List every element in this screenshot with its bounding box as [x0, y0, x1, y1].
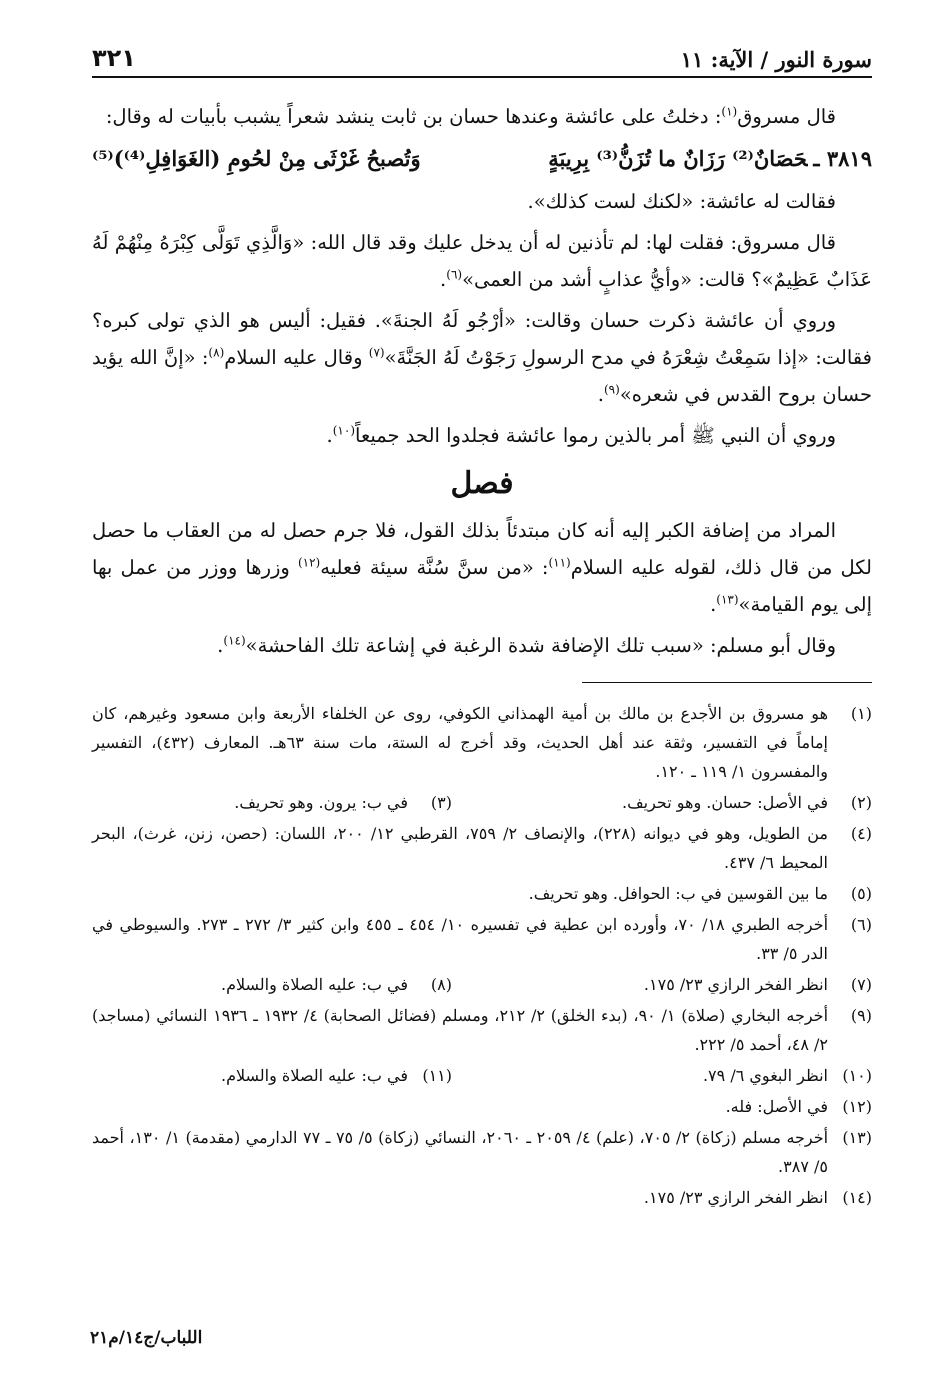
verse-right-hemistich: ٣٨١٩ ـحَصَانٌ⁽²⁾ رَزَانٌ ما تُزَنُّ⁽³⁾ بِرِيبَةٍ — [548, 146, 872, 171]
verse-number: ٣٨١٩ ـ — [813, 146, 872, 171]
footnote-ref[interactable]: (١) — [721, 104, 738, 119]
footnote-ref[interactable]: (٨) — [208, 345, 225, 360]
page-number: ٣٢١ — [92, 44, 136, 72]
footnote-item: (٧) انظر الفخر الرازي ٢٣/ ١٧٥. — [643, 975, 872, 994]
footnote-item: (٨) في ب: عليه الصلاة والسلام. — [220, 975, 452, 994]
verse-left-hemistich: وَتُصبحُ غَرْثَى مِنْ لحُومِ (الغَوَافِلِ⁽⁴⁾)⁽⁵⁾ — [92, 146, 421, 171]
footnote-row — [92, 788, 872, 819]
footnote-item: (١٠) انظر البغوي ٦/ ٧٩. — [702, 1066, 872, 1085]
footnote-item: (٣) في ب: يرون. وهو تحريف. — [234, 793, 452, 812]
paragraph-6: المراد من إضافة الكبر إليه أنه كان مبتدئاً بذلك القول، فلا جرم حصل له من العقاب ما حصل لكل من قال ذلك، لقوله عليه السلام$^{(١١)}$: «من سنَّ سُنَّة سيئة فعليه$^{(١٢)}$ وزرها ووزر من عمل بها إلى يوم القيامة»$^{(١٣)}$. — [92, 519, 872, 616]
footnote-ref[interactable]: (٩) — [603, 382, 620, 397]
footnote-ref[interactable]: (١١) — [548, 555, 571, 570]
footnote-item: (١) هو مسروق بن الأجدع بن مالك بن أمية الهمذاني الكوفي، روى عن الخلفاء الأربعة وابن مسعود وغيرهم، كان إماماً في التفسير، وثقة عند أهل الحديث، وقد أخرج له الستة، مات سنة ٦٣هـ. المعارف (٤٣٢)، التفسير والمفسرون ١/ ١١٩ ـ ١٢٠. — [92, 704, 872, 781]
footnote-item: (١٢) في الأصل: فله. — [725, 1097, 872, 1116]
surah-reference: سورة النور / الآية: ١١ — [680, 47, 872, 72]
paragraph-5: وروي أن النبي ﷺ أمر بالذين رموا عائشة فجلدوا الحد جميعاً$^{(١٠)}$. — [326, 423, 836, 447]
paragraph-2: فقالت له عائشة: «لكنك لست كذلك». — [527, 190, 836, 213]
footnote-ref[interactable]: (١٢) — [297, 555, 321, 570]
footnote-item: (١٤) انظر الفخر الرازي ٢٣/ ١٧٥. — [643, 1188, 872, 1207]
footnote-divider — [582, 682, 872, 683]
footnote-ref[interactable]: (١٠) — [332, 423, 355, 438]
section-title: فصل — [450, 466, 514, 501]
footnote-ref[interactable]: (٦) — [446, 267, 463, 282]
footnote-ref[interactable]: (١٣) — [716, 592, 739, 607]
page-header — [92, 38, 872, 78]
footnote-item: (١٣) أخرجه مسلم (زكاة) ٢/ ٧٠٥، (علم) ٤/ ٢٠٥٩ ـ ٢٠٦٠، النسائي (زكاة) ٥/ ٧٥ ـ ٧٧ الدارمي (مقدمة) ١/ ١٣٠، أحمد ٥/ ٣٨٧. — [92, 1128, 872, 1176]
paragraph-4: وروي أن عائشة ذكرت حسان وقالت: «أرْجُو لَهُ الجنةَ». فقيل: أليس هو الذي تولى كبره؟ فقالت: «إذا سَمِعْتُ شِعْرَهُ في مدح الرسولِ رَجَوْتُ لَهُ الجَنَّةَ»$^{(٧)}$ وقال عليه السلام$^{(٨)}$: «إنَّ الله يؤيد حسان بروح القدس في شعره»$^{(٩)}$. — [92, 309, 872, 406]
footnote-item: (٢) في الأصل: حسان. وهو تحريف. — [621, 793, 872, 812]
page-footer-signature: اللباب/ج١٤/م٢١ — [90, 1328, 203, 1348]
footnote-item: (٥) ما بين القوسين في ب: الحوافل. وهو تحريف. — [528, 884, 872, 903]
footnote-ref[interactable]: (١٤) — [223, 633, 246, 648]
footnotes — [92, 699, 872, 1212]
paragraph-7: وقال أبو مسلم: «سبب تلك الإضافة شدة الرغبة في إشاعة تلك الفاحشة»$^{(١٤)}$. — [217, 633, 836, 657]
footnote-row — [92, 970, 872, 1001]
footnote-item: (٦) أخرجه الطبري ١٨/ ٧٠، وأورده ابن عطية في تفسيره ١٠/ ٤٥٤ ـ ٤٥٥ وابن كثير ٣/ ٢٧٢ ـ ٢٧٣. والسيوطي في الدر ٥/ ٣٣. — [92, 915, 872, 963]
poetry-verse — [92, 139, 872, 179]
footnote-item: (١١) في ب: عليه الصلاة والسلام. — [220, 1066, 452, 1085]
main-text — [92, 98, 872, 664]
paragraph-1: قال مسروق$^{(١)}$: دخلتُ على عائشة وعندها حسان بن ثابت ينشد شعراً يشبب بأبيات له وقال: — [105, 104, 836, 128]
footnote-ref[interactable]: (٧) — [368, 345, 385, 360]
paragraph-3: قال مسروق: فقلت لها: لم تأذنين له أن يدخل عليك وقد قال الله: «وَالَّذِي تَوَلَّى كِبْرَهُ مِنْهُمْ لَهُ عَذَابٌ عَظِيمٌ»؟ قالت: «وأيُّ عذابٍ أشد من العمى»$^{(٦)}$. — [92, 231, 872, 291]
footnote-item: (٩) أخرجه البخاري (صلاة) ١/ ٩٠، (بدء الخلق) ٢/ ٢١٢، ومسلم (فضائل الصحابة) ٤/ ١٩٣٢ ـ ١٩٣٦ النسائي (مساجد) ٢/ ٤٨، أحمد ٥/ ٢٢٢. — [92, 1006, 872, 1054]
footnote-row — [92, 1061, 872, 1092]
footnote-item: (٤) من الطويل، وهو في ديوانه (٢٢٨)، والإنصاف ٢/ ٧٥٩، القرطبي ١٢/ ٢٠٠، اللسان: (حصن، زنن، غرث)، البحر المحيط ٦/ ٤٣٧. — [92, 824, 872, 872]
